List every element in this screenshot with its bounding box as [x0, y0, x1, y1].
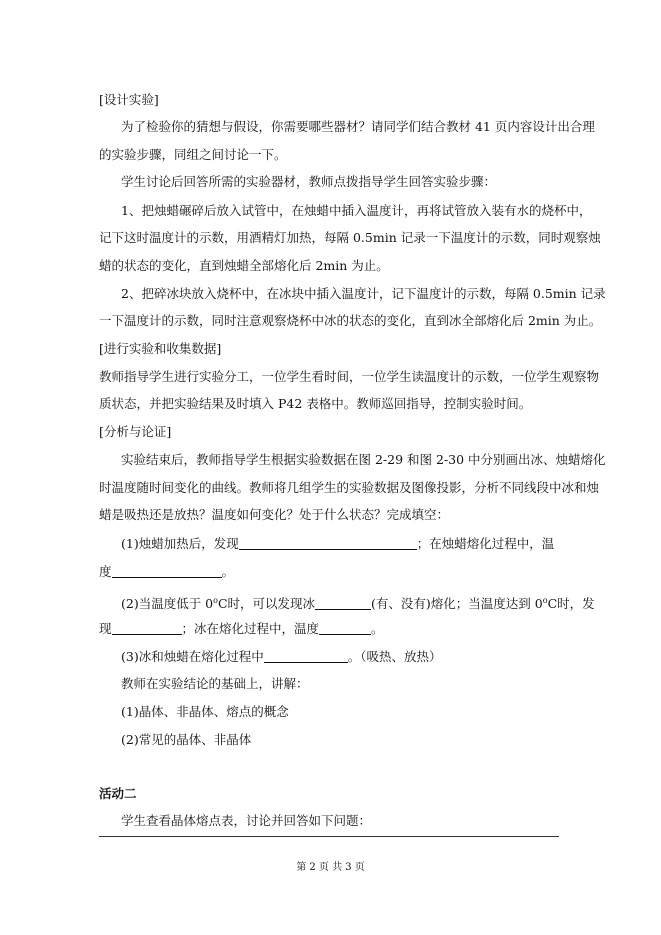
experiment-line-1: 教师指导学生进行实验分工，一位学生看时间，一位学生读温度计的示数，一位学生观察物 — [99, 369, 600, 384]
analysis-line-1: 实验结束后，教师指导学生根据实验数据在图 2-29 和图 2-30 中分别画出冰、烛蜡熔化 — [121, 452, 606, 467]
q2-text-b: C时，可以发现冰 — [217, 596, 316, 612]
question-2-line-2 — [99, 621, 384, 637]
question-2-line-1 — [121, 593, 595, 612]
q1-text-c: 度 — [99, 564, 112, 579]
q2-text-f: ；冰在熔化过程中，温度 — [181, 621, 320, 636]
q2-text-c: (有、没有)熔化；当温度达到 0 — [371, 596, 543, 612]
step1-line-3: 蜡的状态的变化，直到烛蜡全部熔化后 2min 为止。 — [99, 258, 389, 273]
activity2-heading: 活动二 — [99, 786, 137, 801]
step1-line-1: 1、把烛蜡碾碎后放入试管中，在烛蜡中插入温度计，再将试管放入装有水的烧杯中， — [121, 203, 592, 218]
step1-line-2: 记下这时温度计的示数，用酒精灯加热，每隔 0.5min 记录一下温度计的示数，同时观察烛 — [99, 230, 601, 245]
analysis-heading: [分析与论证] — [99, 424, 172, 439]
question-1-line-1 — [121, 536, 554, 552]
q1-blank-1[interactable] — [239, 537, 417, 550]
question-3 — [121, 649, 441, 665]
point-2: (2)常见的晶体、非晶体 — [121, 732, 252, 747]
q2-blank-3[interactable] — [319, 622, 371, 635]
analysis-line-3: 蜡是吸热还是放热？温度如何变化？处于什么状态？完成填空： — [99, 507, 450, 522]
q2-text-a: (2)当温度低于 0 — [121, 596, 214, 612]
analysis-line-2: 时温度随时间变化的曲线。教师将几组学生的实验数据及图像投影，分析不同线段中冰和烛 — [99, 480, 600, 495]
q2-blank-2[interactable] — [112, 622, 182, 635]
discussion-text: 学生讨论后回答所需的实验器材，教师点拨指导学生回答实验步骤： — [121, 174, 497, 189]
q1-blank-2[interactable] — [112, 565, 222, 578]
question-1-line-2 — [99, 564, 234, 580]
step2-line-1: 2、把碎冰块放入烧杯中，在冰块中插入温度计，记下温度计的示数，每隔 0.5min 记录 — [121, 286, 606, 301]
experiment-line-2: 质状态，并把实验结果及时填入 P42 表格中。教师巡回指导，控制实验时间。 — [99, 396, 532, 411]
q1-text-a: (1)烛蜡加热后，发现 — [121, 536, 239, 551]
experiment-heading: [进行实验和收集数据] — [99, 341, 222, 356]
design-heading: [设计实验] — [99, 92, 159, 107]
point-1: (1)晶体、非晶体、熔点的概念 — [121, 704, 289, 719]
page-footer: 第 2 页 共 3 页 — [296, 862, 365, 873]
design-intro-line-2: 的实验步骤，同组之间讨论一下。 — [99, 147, 287, 162]
q2-text-g: 。 — [371, 621, 384, 636]
q2-text-e: 现 — [99, 621, 112, 636]
footer-divider — [99, 836, 559, 837]
q1-text-b: ；在烛蜡熔化过程中，温 — [416, 536, 555, 551]
q3-text-a: (3)冰和烛蜡在熔化过程中 — [121, 649, 264, 664]
degree-mark: o — [542, 596, 548, 605]
activity2-line: 学生查看晶体熔点表，讨论并回答如下问题： — [121, 813, 372, 828]
q3-blank[interactable] — [264, 650, 348, 663]
teacher-explain: 教师在实验结论的基础上，讲解： — [121, 676, 309, 691]
q2-text-d: C时，发 — [547, 596, 595, 612]
design-intro-line-1: 为了检验你的猜想与假设，你需要哪些器材？请同学们结合教材 41 页内容设计出合理 — [121, 119, 595, 134]
q3-text-b: 。（吸热、放热） — [347, 649, 442, 664]
q1-text-d: 。 — [221, 564, 235, 579]
step2-line-2: 一下温度计的示数，同时注意观察烧杯中冰的状态的变化，直到冰全部熔化后 2min 为止。 — [99, 313, 602, 328]
q2-blank-1[interactable] — [315, 597, 371, 610]
degree-mark: o — [213, 596, 218, 605]
